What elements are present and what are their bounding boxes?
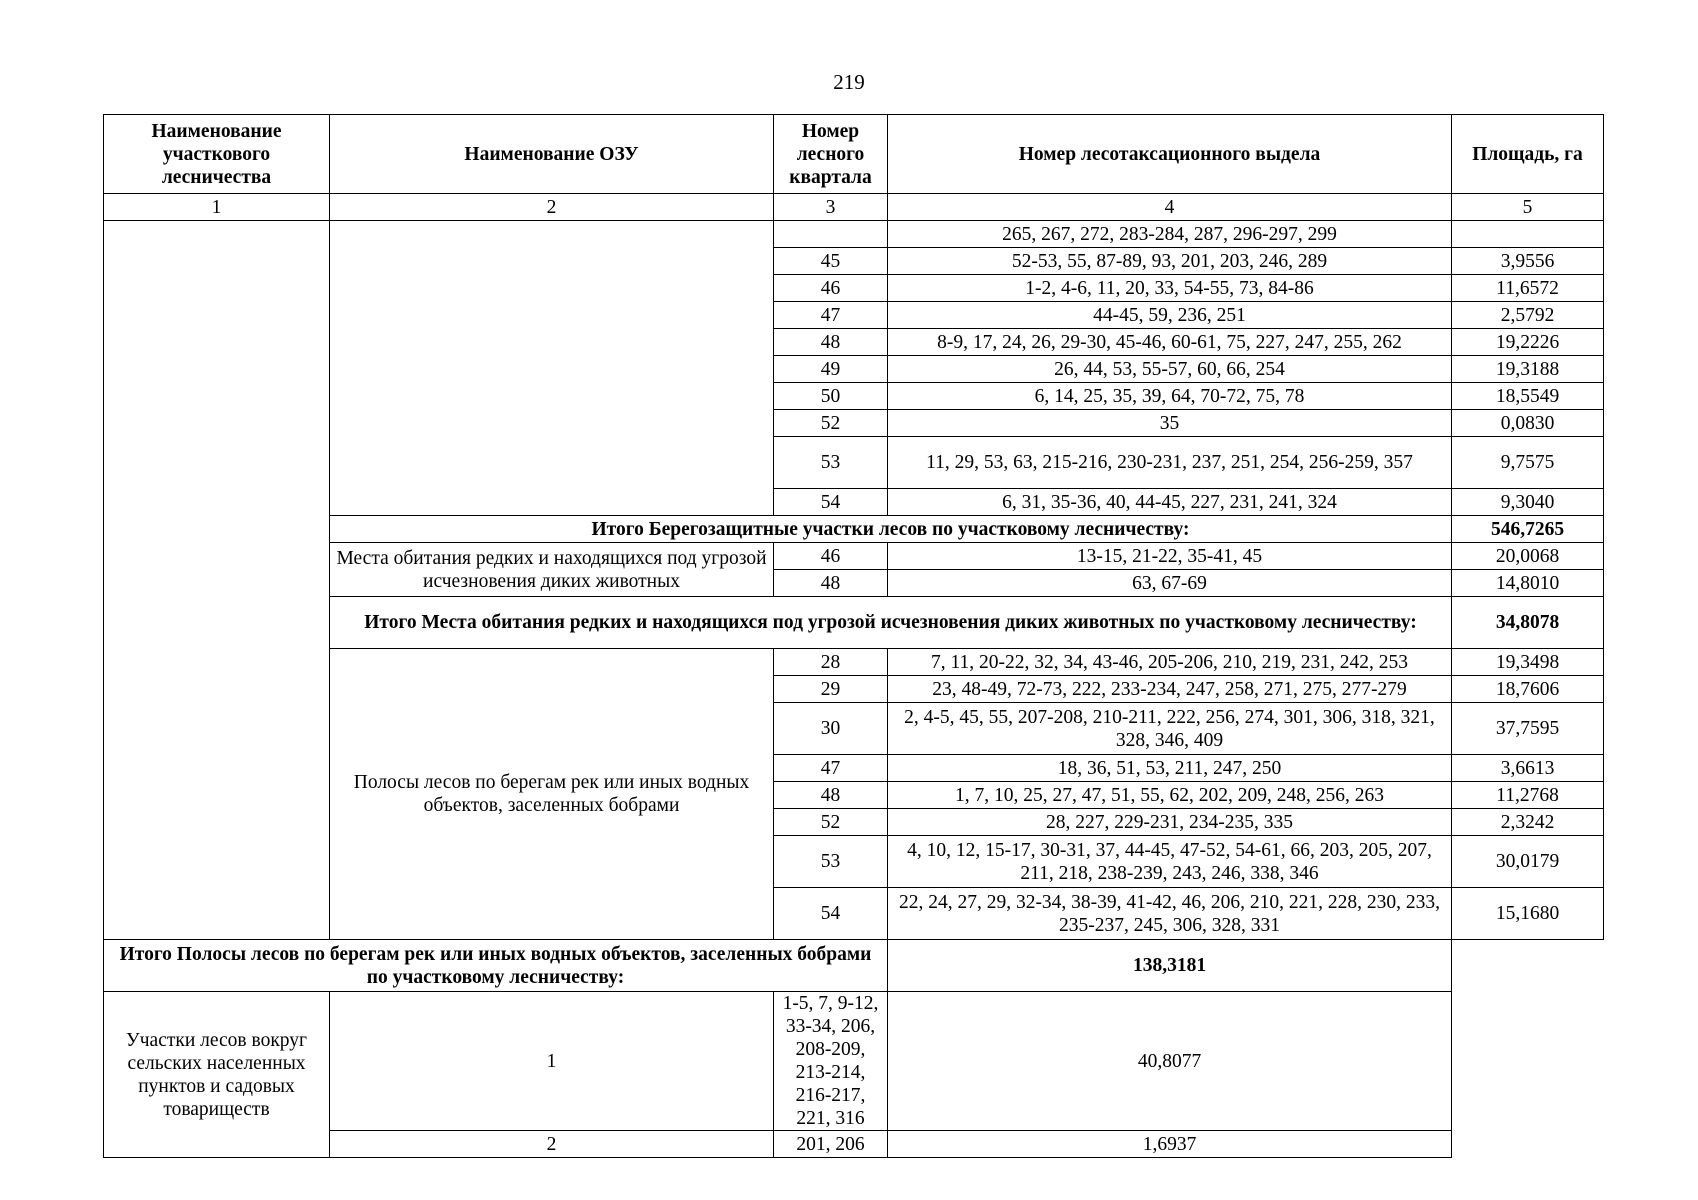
area-cell: 9,7575 (1452, 437, 1604, 489)
quarter-cell: 46 (774, 275, 888, 302)
area-cell: 18,5549 (1452, 383, 1604, 410)
area-cell: 40,8077 (888, 992, 1452, 1131)
header-plot-number: Номер лесотаксационного выдела (888, 115, 1452, 194)
plots-cell: 1, 7, 10, 25, 27, 47, 51, 55, 62, 202, 209, 248, 256, 263 (888, 782, 1452, 809)
quarter-cell: 47 (774, 302, 888, 329)
area-cell: 3,9556 (1452, 248, 1604, 275)
quarter-cell: 45 (774, 248, 888, 275)
area-cell: 9,3040 (1452, 489, 1604, 516)
area-cell: 30,0179 (1452, 836, 1604, 888)
area-cell: 18,7606 (1452, 676, 1604, 703)
quarter-cell: 1 (330, 992, 774, 1131)
area-cell: 20,0068 (1452, 543, 1604, 570)
plots-cell: 6, 31, 35-36, 40, 44-45, 227, 231, 241, 324 (888, 489, 1452, 516)
area-cell: 1,6937 (888, 1131, 1452, 1158)
plots-cell: 11, 29, 53, 63, 215-216, 230-231, 237, 251, 254, 256-259, 357 (888, 437, 1452, 489)
quarter-cell (774, 221, 888, 248)
quarter-cell: 50 (774, 383, 888, 410)
ozu-name-cell: Полосы лесов по берегам рек или иных водных объектов, заселенных бобрами (330, 649, 774, 940)
ozu-name-cell: Места обитания редких и находящихся под угрозой исчезновения диких животных (330, 543, 774, 597)
plots-cell: 2, 4-5, 45, 55, 207-208, 210-211, 222, 256, 274, 301, 306, 318, 321, 328, 346, 409 (888, 703, 1452, 755)
column-number: 2 (330, 194, 774, 221)
column-number: 1 (104, 194, 330, 221)
plots-cell: 44-45, 59, 236, 251 (888, 302, 1452, 329)
area-cell: 15,1680 (1452, 888, 1604, 940)
area-cell: 2,3242 (1452, 809, 1604, 836)
plots-cell: 4, 10, 12, 15-17, 30-31, 37, 44-45, 47-52, 54-61, 66, 203, 205, 207, 211, 218, 238-239, 243, 246, 338, 346 (888, 836, 1452, 888)
plots-cell: 35 (888, 410, 1452, 437)
ozu-name-cell: Участки лесов вокруг сельских населенных пунктов и садовых товариществ (104, 992, 330, 1158)
quarter-cell: 29 (774, 676, 888, 703)
plots-cell: 1-5, 7, 9-12, 33-34, 206, 208-209, 213-214, 216-217, 221, 316 (774, 992, 888, 1131)
area-cell: 19,3188 (1452, 356, 1604, 383)
quarter-cell: 28 (774, 649, 888, 676)
subtotal-row (104, 940, 1604, 992)
subtotal-label: Итого Места обитания редких и находящихся под угрозой исчезновения диких животных по участковому лесничеству: (330, 597, 1452, 649)
plots-cell: 22, 24, 27, 29, 32-34, 38-39, 41-42, 46, 206, 210, 221, 228, 230, 233, 235-237, 245, 306, 328, 331 (888, 888, 1452, 940)
header-ozu-name: Наименование ОЗУ (330, 115, 774, 194)
area-cell: 3,6613 (1452, 755, 1604, 782)
quarter-cell: 52 (774, 809, 888, 836)
area-cell (1452, 221, 1604, 248)
column-number: 4 (888, 194, 1452, 221)
subtotal-value: 34,8078 (1452, 597, 1604, 649)
quarter-cell: 48 (774, 570, 888, 597)
quarter-cell: 52 (774, 410, 888, 437)
plots-cell: 63, 67-69 (888, 570, 1452, 597)
plots-cell: 1-2, 4-6, 11, 20, 33, 54-55, 73, 84-86 (888, 275, 1452, 302)
plots-cell: 7, 11, 20-22, 32, 34, 43-46, 205-206, 210, 219, 231, 242, 253 (888, 649, 1452, 676)
ozu-name-cell (330, 221, 774, 516)
plots-cell: 8-9, 17, 24, 26, 29-30, 45-46, 60-61, 75, 227, 247, 255, 262 (888, 329, 1452, 356)
plots-cell: 28, 227, 229-231, 234-235, 335 (888, 809, 1452, 836)
column-number-row (104, 194, 1604, 221)
area-cell: 19,3498 (1452, 649, 1604, 676)
header-quarter-number: Номер лесного квартала (774, 115, 888, 194)
quarter-cell: 47 (774, 755, 888, 782)
page-number: 219 (833, 70, 865, 94)
plots-cell: 13-15, 21-22, 35-41, 45 (888, 543, 1452, 570)
quarter-cell: 54 (774, 888, 888, 940)
table-row (104, 992, 1604, 1131)
quarter-cell: 46 (774, 543, 888, 570)
plots-cell: 201, 206 (774, 1131, 888, 1158)
quarter-cell: 54 (774, 489, 888, 516)
area-cell: 14,8010 (1452, 570, 1604, 597)
quarter-cell: 2 (330, 1131, 774, 1158)
quarter-cell: 48 (774, 329, 888, 356)
subtotal-value: 546,7265 (1452, 516, 1604, 543)
forestry-district-cell (104, 221, 330, 940)
quarter-cell: 48 (774, 782, 888, 809)
header-forestry-district: Наименование участкового лесничества (104, 115, 330, 194)
plots-cell: 265, 267, 272, 283-284, 287, 296-297, 299 (888, 221, 1452, 248)
quarter-cell: 49 (774, 356, 888, 383)
ozu-table (103, 114, 1604, 1158)
quarter-cell: 53 (774, 836, 888, 888)
subtotal-label: Итого Полосы лесов по берегам рек или иных водных объектов, заселенных бобрами по участковому лесничеству: (104, 940, 888, 992)
quarter-cell: 30 (774, 703, 888, 755)
header-area: Площадь, га (1452, 115, 1604, 194)
table-row (104, 221, 1604, 248)
plots-cell: 26, 44, 53, 55-57, 60, 66, 254 (888, 356, 1452, 383)
area-cell: 11,6572 (1452, 275, 1604, 302)
column-number: 3 (774, 194, 888, 221)
plots-cell: 52-53, 55, 87-89, 93, 201, 203, 246, 289 (888, 248, 1452, 275)
plots-cell: 6, 14, 25, 35, 39, 64, 70-72, 75, 78 (888, 383, 1452, 410)
subtotal-value: 138,3181 (888, 940, 1452, 992)
area-cell: 37,7595 (1452, 703, 1604, 755)
area-cell: 2,5792 (1452, 302, 1604, 329)
subtotal-label: Итого Берегозащитные участки лесов по участковому лесничеству: (330, 516, 1452, 543)
area-cell: 11,2768 (1452, 782, 1604, 809)
column-number: 5 (1452, 194, 1604, 221)
area-cell: 0,0830 (1452, 410, 1604, 437)
plots-cell: 18, 36, 51, 53, 211, 247, 250 (888, 755, 1452, 782)
plots-cell: 23, 48-49, 72-73, 222, 233-234, 247, 258, 271, 275, 277-279 (888, 676, 1452, 703)
area-cell: 19,2226 (1452, 329, 1604, 356)
header-row (104, 115, 1604, 194)
quarter-cell: 53 (774, 437, 888, 489)
